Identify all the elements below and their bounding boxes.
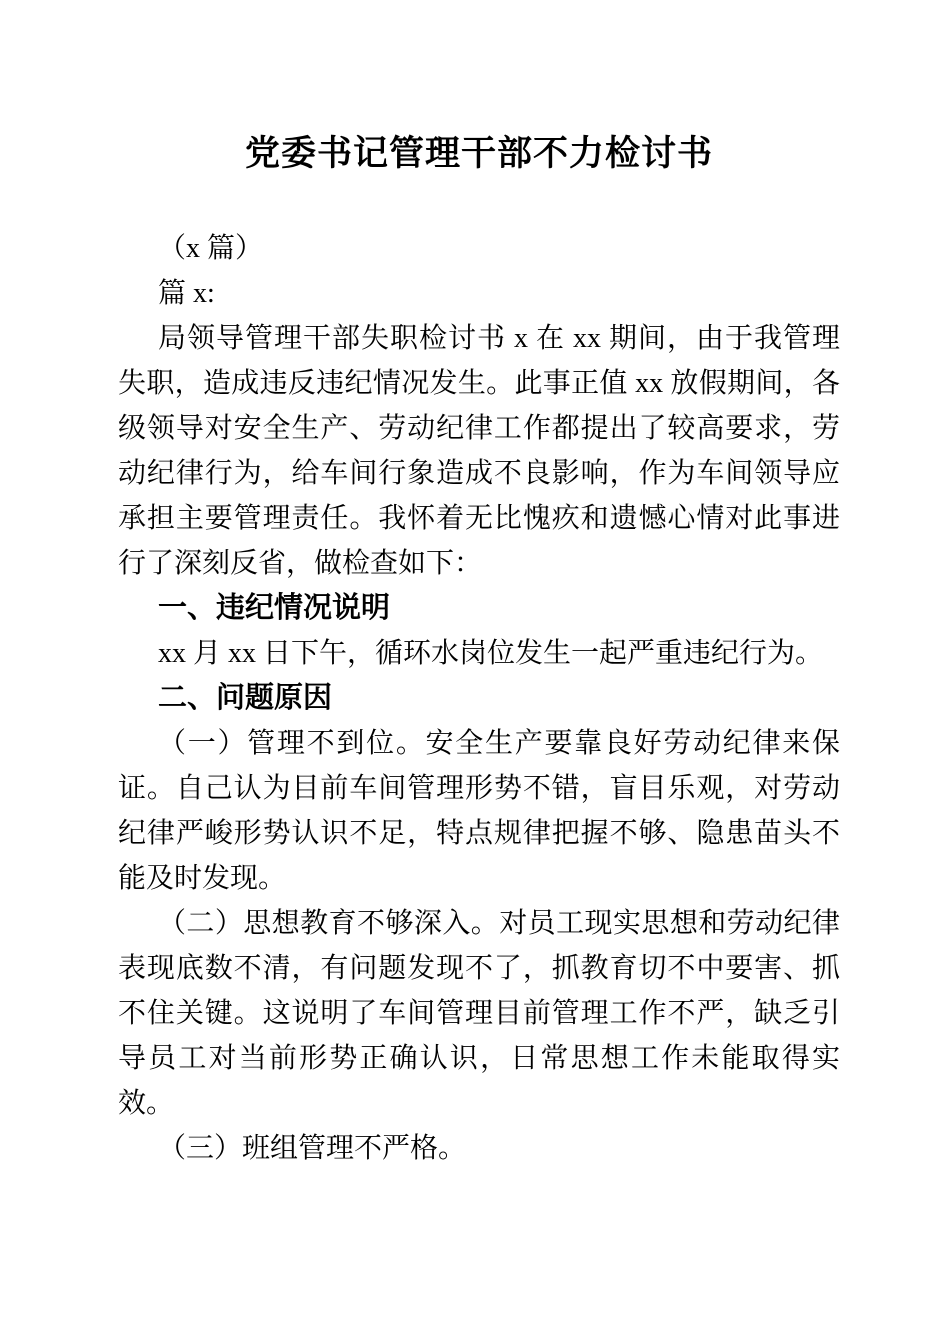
paragraph: 局领导管理干部失职检讨书 x 在 xx 期间，由于我管理失职，造成违反违纪情况发生。此事正值 xx 放假期间，各级领导对安全生产、劳动纪律工作都提出了较高要求，劳动纪律行为，给车间行象造成不良影响，作为车间领导应承担主要管理责任。我怀着无比愧疚和遗憾心情对此事进行了深刻反省，做检查如下： — [118, 323, 840, 579]
copies-count-note: （x 篇） — [158, 233, 264, 264]
section-heading: 一、违纪情况说明 — [158, 592, 391, 624]
paragraph: （三）班组管理不严格。 — [158, 1133, 467, 1164]
paragraph: （二）思想教育不够深入。对员工现实思想和劳动纪律表现底数不清，有问题发现不了，抓教育切不中要害、抓不住关键。这说明了车间管理目前管理工作不严，缺乏引导员工对当前形势正确认识，日常思想工作未能取得实效。 — [118, 908, 840, 1119]
document-title: 党委书记管理干部不力检讨书 — [244, 133, 713, 174]
piece-label: 篇 x: — [158, 278, 215, 309]
section-heading: 二、问题原因 — [158, 682, 333, 714]
paragraph: （一）管理不到位。安全生产要靠良好劳动纪律来保证。自己认为目前车间管理形势不错，盲目乐观，对劳动纪律严峻形势认识不足，特点规律把握不够、隐患苗头不能及时发现。 — [118, 728, 840, 894]
document-body — [118, 226, 840, 1171]
paragraph: xx 月 xx 日下午，循环水岗位发生一起严重违纪行为。 — [158, 638, 824, 669]
